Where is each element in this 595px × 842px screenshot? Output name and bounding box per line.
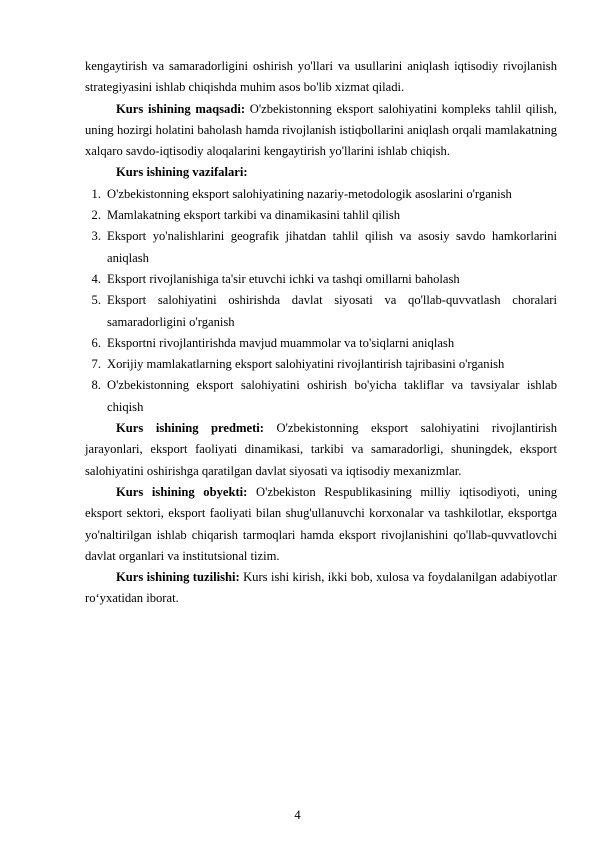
object-text: O'zbekiston Respublikasining milliy iqtisodiyoti, uning eksport sektori, eksport faoliyati bilan shug'ullanuvchi korxonalar va tashkilotlar, eksportga yo'naltirilgan ishlab chiqarish tarmoqlari hamda eksport rivojlanishini qo'llab-quvvatlovchi davlat organlari va institutsional tizim. [85,484,557,563]
aim-text: O'zbekistonning eksport salohiyatini kompleks tahlil qilish, uning hozirgi holatini baholash hamda rivojlanish istiqbollarini aniqlash orqali mamlakatning xalqaro savdo-iqtisodiy aloqalarini kengaytirish yo'llarini ishlab chiqish. [85,101,558,159]
object-paragraph [85,482,557,567]
list-item-number: 5. [91,293,101,308]
list-item [85,184,557,205]
list-item-number: 7. [91,357,101,372]
list-item [85,333,557,354]
list-item [85,269,557,290]
list-item-text: Eksport rivojlanishiga ta'sir etuvchi ichki va tashqi omillarni baholash [107,271,460,286]
list-item [85,226,557,269]
page-number: 4 [294,808,301,822]
list-item [85,205,557,226]
subject-paragraph [85,418,557,482]
tasks-heading [85,162,557,183]
list-item [85,354,557,375]
list-item-number: 4. [91,271,101,286]
list-item-text: Eksport salohiyatini oshirishda davlat siyosati va qo'llab-quvvatlash choralari samaradorligini o'rganish [107,293,557,329]
list-item-number: 2. [91,208,101,223]
structure-paragraph [85,567,557,610]
list-item-number: 8. [91,378,101,393]
list-item-number: 6. [91,335,101,350]
list-item-number: 3. [91,229,101,244]
list-item-text: Xorijiy mamlakatlarning eksport salohiyatini rivojlantirish tajribasini o'rganish [107,357,505,372]
list-item-number: 1. [91,186,101,201]
list-item [85,290,557,333]
tasks-list [85,184,557,418]
list-item [85,375,557,418]
object-label: Kurs ishining obyekti: [116,484,248,499]
list-item-text: Eksportni rivojlantirishda mavjud muammolar va to'siqlarni aniqlash [107,335,455,350]
list-item-text: O'zbekistonning eksport salohiyatining nazariy-metodologik asoslarini o'rganish [107,186,512,201]
structure-text: Kurs ishi kirish, ikki bob, xulosa va foydalanilgan adabiyotlar ro‘yxatidan iborat. [85,570,557,606]
subject-label: Kurs ishining predmeti: [116,421,264,436]
aim-paragraph [85,99,557,163]
aim-label: Kurs ishining maqsadi: [116,101,246,116]
document-page [85,56,557,610]
subject-text: O'zbekistonning eksport salohiyatini rivojlantirish jarayonlari, eksport faoliyati dinamikasi, tarkibi va samaradorligi, shuningdek, eksport salohiyatini oshirishga qaratilgan davlat siyosati va iqtisodiy mexanizmlar. [85,421,557,478]
structure-label: Kurs ishining tuzilishi: [116,570,240,585]
list-item-text: O'zbekistonning eksport salohiyatini oshirish bo'yicha takliflar va tavsiyalar ishlab chiqish [107,378,557,414]
list-item-text: Eksport yo'nalishlarini geografik jihatdan tahlil qilish va asosiy savdo hamkorlarini aniqlash [107,229,557,265]
list-item-text: Mamlakatning eksport tarkibi va dinamikasini tahlil qilish [107,208,401,223]
tasks-label: Kurs ishining vazifalari: [116,165,248,180]
intro-paragraph: kengaytirish va samaradorligini oshirish yo'llari va usullarini aniqlash iqtisodiy rivojlanish strategiyasini ishlab chiqishda muhim asos bo'lib xizmat qiladi. [85,59,557,95]
